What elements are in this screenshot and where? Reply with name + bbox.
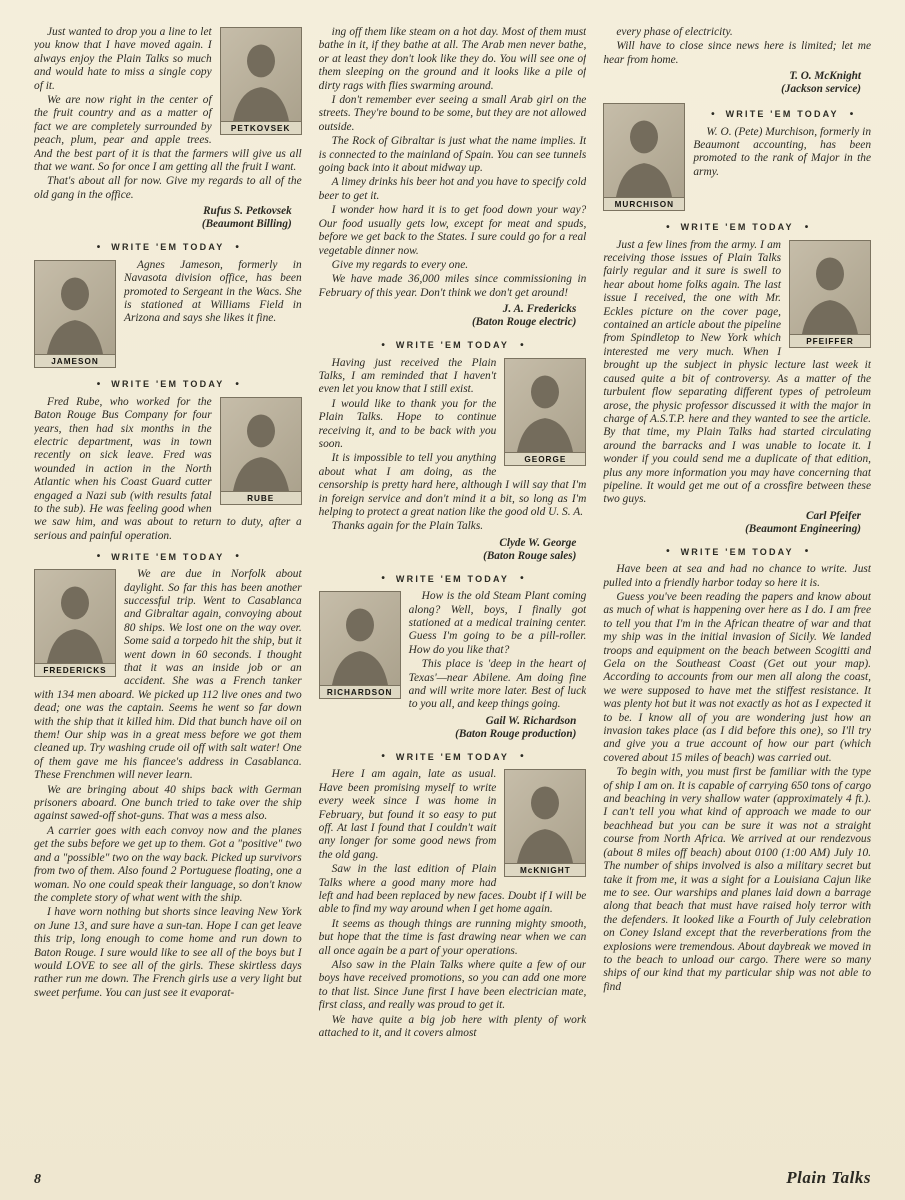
letter-paragraph: I have worn nothing but shorts since leaving New York on June 13, and sure have a sun-tan. Hope I can get leave this trip, long enough to come home and run down to Baton Rouge. I sure would like to see all of the boys but I would LOVE to see all of the girls. These skirtless days rather run me down. The French girls use a very light but sweet perfume. You can just see it evaporat-: [34, 906, 302, 999]
portrait-image: [504, 769, 586, 864]
letter-paragraph: Have been at sea and had no chance to write. Just pulled into a friendly harbor today so here it is.: [603, 563, 871, 589]
photo-george: [504, 358, 586, 466]
letter-paragraph: It seems as though things are running mighty smooth, but hope that the time is fast drawing near when we can all once again be a part of your operations.: [318, 917, 587, 957]
bullet-icon: •: [666, 546, 670, 558]
portrait-image: [319, 591, 401, 686]
letter-paragraph: ing off them like steam on a hot day. Most of them must bathe in it, if they bathe at all. The Arab men never bathe, or at least they don't look like they do. You will see one of them sleeping on the ground and it looks like a pile of dirty rags with flies swarming around.: [318, 26, 587, 92]
letter-paragraph: We have quite a big job here with plenty of work attached to it, and it covers almost: [318, 1013, 587, 1039]
letter-paragraph: The Rock of Gibraltar is just what the name implies. It is connected to the mainland of Spain. You can see tunnels going back into it about midway up.: [318, 135, 587, 175]
letter-paragraph: This place is 'deep in the heart of Texas'—near Abilene. Am doing fine and will write more later. Best of luck to you all, and keep things going.: [408, 658, 587, 711]
portrait-silhouette-icon: [604, 104, 684, 197]
portrait-image: [220, 397, 302, 492]
column-1: [34, 26, 302, 1148]
photo-mcknight: [504, 769, 586, 877]
portrait-silhouette-icon: [505, 770, 585, 863]
signature-mcknight: [603, 70, 861, 96]
bullet-icon: •: [235, 241, 239, 253]
bullet-icon: •: [235, 378, 239, 390]
letter-paragraph: Just wanted to drop you a line to let you know that I have moved again. I always enjoy the Plain Talks so much and would hate to miss a single copy of it.: [34, 26, 212, 92]
letter-paragraph: We are due in Norfolk about daylight. So far this has been another successful trip. Went to Casablanca and Gibraltar again, convoying about 80 ships. We lost one on the way over. Some said a torpedo hit the ship, but it went down in 60 seconds. I thought that it was an inside job or an accident. She was a French tanker with 134 men aboard. We picked up 112 live ones and two dead; one was the captain. Seems he went so far down with the ship that it killed him. Did that bunch have oil on them! Our ship was in a great mess before we got them cleaned up. Try washing crude oil off with salt water! One of them gave me his fiancee's address in Casablanca. These Frenchmen will never learn.: [34, 568, 302, 782]
photo-rube: [220, 397, 302, 505]
signature-name: Gail W. Richardson: [485, 714, 577, 727]
portrait-image: [789, 240, 871, 335]
column-3: [603, 26, 871, 1148]
bullet-icon: •: [804, 546, 809, 558]
photo-caption: RICHARDSON: [319, 686, 401, 699]
bullet-icon: •: [520, 751, 524, 763]
publication-title: Plain Talks: [786, 1168, 871, 1187]
letter-paragraph: That's about all for now. Give my regards to all of the old gang in the office.: [34, 175, 302, 201]
letter-paragraph: Agnes Jameson, formerly in Navasota division office, has been promoted to Sergeant in the Wacs. She is stationed at Williams Field in Arizona and says she likes it fine.: [124, 258, 302, 325]
portrait-silhouette-icon: [320, 592, 400, 685]
portrait-silhouette-icon: [35, 570, 115, 663]
portrait-image: [220, 27, 302, 122]
signature-name: T. O. McKnight: [789, 70, 862, 83]
signature-name: Rufus S. Petkovsek: [203, 205, 292, 218]
bullet-icon: •: [381, 339, 385, 351]
portrait-image: [603, 103, 685, 198]
write-em-today-separator: [319, 573, 587, 584]
photo-fredericks: [34, 569, 116, 677]
signature-name: Carl Pfeifer: [806, 509, 862, 522]
letter-paragraph: every phase of electricity.: [616, 26, 733, 38]
bullet-icon: •: [381, 751, 385, 763]
write-em-today-separator: [34, 551, 302, 562]
letter-paragraph: It is impossible to tell you anything about what I am doing, as the censorship is pretty hard here, although I will say that I'm in foreign service and don't mind it a bit, so long as I'm helping to protect a great nation like the good old U. S. A.: [318, 452, 587, 518]
letter-body: [319, 26, 587, 300]
note-murchison: [603, 102, 871, 215]
bullet-icon: •: [804, 221, 809, 233]
letter-paragraph: Here I am again, late as usual. Have been promising myself to write every week since I was home in February, but found it so easy to put off. At last I found that I couldn't wait any longer for some good news from the old gang.: [318, 768, 497, 861]
bullet-icon: •: [520, 339, 524, 351]
photo-caption: JAMESON: [34, 355, 116, 368]
letter-paragraph: Also saw in the Plain Talks where quite a few of our boys have received promotions, so you can add one more to that list. Since June first I have been electrician mate, first class, and really was proud to get it.: [318, 958, 587, 1012]
letter-sicily-invasion: [603, 563, 871, 995]
letter-paragraph: Having just received the Plain Talks, I am reminded that I haven't even let you know that I still exist.: [318, 356, 497, 396]
write-em-today-separator: [319, 751, 587, 762]
bullet-icon: •: [381, 573, 385, 585]
photo-caption: GEORGE: [504, 453, 586, 466]
photo-caption: PFEIFFER: [789, 335, 871, 348]
bullet-icon: •: [666, 221, 670, 233]
signature-org: (Baton Rouge electric): [471, 316, 577, 329]
portrait-image: [34, 569, 116, 664]
separator-label: WRITE 'EM TODAY: [395, 751, 510, 762]
bullet-icon: •: [711, 108, 715, 120]
photo-pfeiffer: [789, 240, 871, 348]
signature-name: Clyde W. George: [499, 536, 577, 549]
bullet-icon: •: [235, 551, 239, 563]
bullet-icon: •: [96, 551, 101, 563]
separator-label: WRITE 'EM TODAY: [111, 242, 225, 253]
letter-paragraph: We are bringing about 40 ships back with German prisoners aboard. One bunch tried to take over the ship against sawed-off shot-guns. That was a mess also.: [34, 783, 302, 823]
photo-caption: MURCHISON: [603, 198, 685, 211]
write-em-today-separator: [319, 340, 587, 351]
photo-petkovsek: [220, 27, 302, 135]
letter-paragraph: I would like to thank you for the Plain Talks. Hope to continue receiving it, and to be back with you soon.: [318, 397, 497, 450]
photo-caption: McKNIGHT: [504, 864, 586, 877]
letter-petkovsek: [34, 26, 302, 235]
signature-george: [319, 537, 577, 563]
signature-org: (Jackson service): [781, 83, 862, 96]
bullet-icon: •: [849, 108, 854, 120]
photo-caption: RUBE: [220, 492, 302, 505]
letter-fredericks-part1: [34, 568, 302, 1001]
letter-paragraph: We are now right in the center of the fruit country and as a matter of fact we are completely surrounded by peach, plum, pear and apple trees. And the best part of it is that the farmers will give us all that we want. So for once I am getting all the fruit I want.: [34, 94, 302, 174]
signature-richardson: [319, 715, 577, 741]
letter-paragraph: Just a few lines from the army. I am receiving those issues of Plain Talks fairly regular and it sure is swell to hear about home folks again. The last issue I received, the one with Mr. Eckles picture on the cover page, contained an article about the pipeline from Spindletop to New York which interested me very much. When I brought up the subject in physic lecture last week it caused quite a bit of controversy. As a matter of the turbulent flow separating different types of petroleum arose, the physic professor discussed it with the major in charge of A.S.T.P. here and they wanted to see the article. By that time, my Plain Talks had started circulating around the barracks and I was unable to locate it. I wonder if you could send me a duplicate of that edition, plus any more information you may have concerning that pipeline. It would get me out of a crossfire between these two guys.: [603, 238, 871, 506]
portrait-silhouette-icon: [221, 398, 301, 491]
bullet-icon: •: [96, 378, 101, 390]
letter-paragraph: Saw in the last edition of Plain Talks where a good many more had left and had been replaced by new faces. Doubt if I will be able to find my way around when I get home again.: [318, 863, 587, 916]
letter-paragraph: A carrier goes with each convoy now and the planes get the subs before we get up to them. Got a "positive" two and a "possible" two on the way back. Picked up survivors from two of them. Also found 2 Portuguese floating, one a woman. No one could speak their language, so don't know the complete story of what went with the ship.: [34, 824, 302, 904]
portrait-silhouette-icon: [35, 261, 115, 354]
letter-paragraph: We have made 36,000 miles since commissioning in February of this year. Don't think we don't get around!: [318, 273, 587, 299]
letter-george: [319, 357, 587, 567]
signature-petkovsek: [34, 205, 292, 231]
note-jameson: [34, 259, 302, 372]
write-em-today-separator: [603, 222, 871, 233]
signature-name: J. A. Fredericks: [502, 303, 577, 316]
letter-paragraph: A limey drinks his beer hot and you have to specify cold beer to get it.: [318, 176, 587, 202]
page-footer: [34, 1168, 871, 1188]
separator-label: WRITE 'EM TODAY: [395, 340, 510, 351]
photo-caption: PETKOVSEK: [220, 122, 302, 135]
bullet-icon: •: [520, 573, 524, 585]
letter-pfeifer: [603, 239, 871, 540]
letter-richardson: [319, 590, 587, 744]
write-em-today-separator: [603, 546, 871, 557]
letter-paragraph: I wonder how hard it is to get food down your way? Our food usually gets low, except for meat and spuds, before we get back to the States. I sure could go for a real vegetable dinner now.: [318, 204, 587, 257]
column-2: [319, 26, 587, 1148]
signature-org: (Baton Rouge production): [455, 728, 577, 741]
letter-mcknight-part1: [319, 768, 587, 1041]
photo-richardson: [319, 591, 401, 699]
letter-paragraph: Guess you've been reading the papers and know about as much of what is happening over here as I do. I am free to tell you that I'm in the African theatre of war and that my ship was in the initial invasion of Sicily. We landed troops and equipment on the beach between Scogitti and Gela on the Southeast Coast (Get out your map). According to accounts from our men all along the coast, we were supposed to have met the stiffest resistance. It was plenty hot but it was not exactly as hot as I expected it to be. I know all of you are wondering just how an invasion takes place (as I did before this one), so I'll try and give you a true account of how our part (which covered about 15 miles of beach) was carried out.: [603, 590, 871, 764]
separator-label: WRITE 'EM TODAY: [111, 379, 225, 390]
separator-label: WRITE 'EM TODAY: [725, 109, 839, 120]
write-em-today-separator: [693, 109, 871, 120]
letter-paragraph: To begin with, you must first be familiar with the type of ship I am on. It is capable of carrying 650 tons of cargo and beaching in very shallow water (approximately 4 ft.). I can't tell you what kind of approach we made to our beachhead but you can be sure it was not a straight course from North Africa. We arrived at our rendezvous (about 8 miles off beach) about 0100 (1:00 AM) July 10. The number of ships involved is also a military secret but take it from me, it was a sight for a Louisiana Cajun like me to see. Our warships and planes laid down a barrage along that beach that must have raised holy terror with the defenders. It looked like a Fourth of July celebration on Coney Island except that the reverberations from the explosions were tremendous. About daybreak we moved in to the beach to unload our cargo. There were so many ships of our kind that my particular ship was not able to find: [603, 766, 871, 993]
photo-jameson: [34, 260, 116, 368]
signature-fredericks: [319, 303, 577, 329]
page-number: 8: [34, 1172, 41, 1187]
letter-paragraph: Fred Rube, who worked for the Baton Rouge Bus Company for four years, then had six months in the electric department, was in town recently on sick leave. Fred was wounded in action in the North Atlantic when his Coast Guard cutter engaged a Nazi sub (with results fatal to the sub). He was feeling good when we saw him, and was about to return to duty, after a serious and painful operation.: [34, 395, 302, 542]
letter-body: [603, 563, 871, 994]
write-em-today-separator: [34, 242, 302, 253]
portrait-silhouette-icon: [790, 241, 870, 334]
letter-mcknight-part2: [603, 26, 871, 100]
note-rube: [34, 396, 302, 544]
letter-paragraph: Give my regards to every one.: [331, 258, 469, 271]
signature-org: (Baton Rouge sales): [483, 550, 577, 563]
separator-label: WRITE 'EM TODAY: [680, 546, 794, 557]
columns: [34, 26, 871, 1148]
letter-paragraph: I don't remember ever seeing a small Arab girl on the streets. They're bound to be some, but they are not allowed outside.: [318, 94, 587, 133]
signature-org: (Beaumont Billing): [201, 218, 292, 231]
separator-label: WRITE 'EM TODAY: [111, 551, 225, 562]
photo-caption: FREDERICKS: [34, 664, 116, 677]
portrait-silhouette-icon: [505, 359, 585, 452]
separator-label: WRITE 'EM TODAY: [395, 573, 510, 584]
signature-org: (Beaumont Engineering): [745, 522, 862, 535]
write-em-today-separator: [34, 379, 302, 390]
separator-label: WRITE 'EM TODAY: [680, 222, 794, 233]
portrait-image: [504, 358, 586, 453]
bullet-icon: •: [96, 241, 101, 253]
portrait-silhouette-icon: [221, 28, 301, 121]
portrait-image: [34, 260, 116, 355]
signature-pfeifer: [603, 510, 861, 536]
letter-paragraph: W. O. (Pete) Murchison, formerly in Beaumont accounting, has been promoted to the rank of Major in the army.: [693, 125, 871, 178]
letter-paragraph: Will have to close since news here is limited; let me hear from home.: [603, 40, 871, 66]
photo-murchison: [603, 103, 685, 211]
letter-fredericks-part2: [319, 26, 587, 333]
letter-paragraph: How is the old Steam Plant coming along? Well, boys, I finally got stationed at a medical training center. Guess I'm going to be a pill-roller. How do you like that?: [408, 590, 587, 656]
letter-body: [603, 26, 871, 67]
letter-paragraph: Thanks again for the Plain Talks.: [331, 520, 484, 533]
